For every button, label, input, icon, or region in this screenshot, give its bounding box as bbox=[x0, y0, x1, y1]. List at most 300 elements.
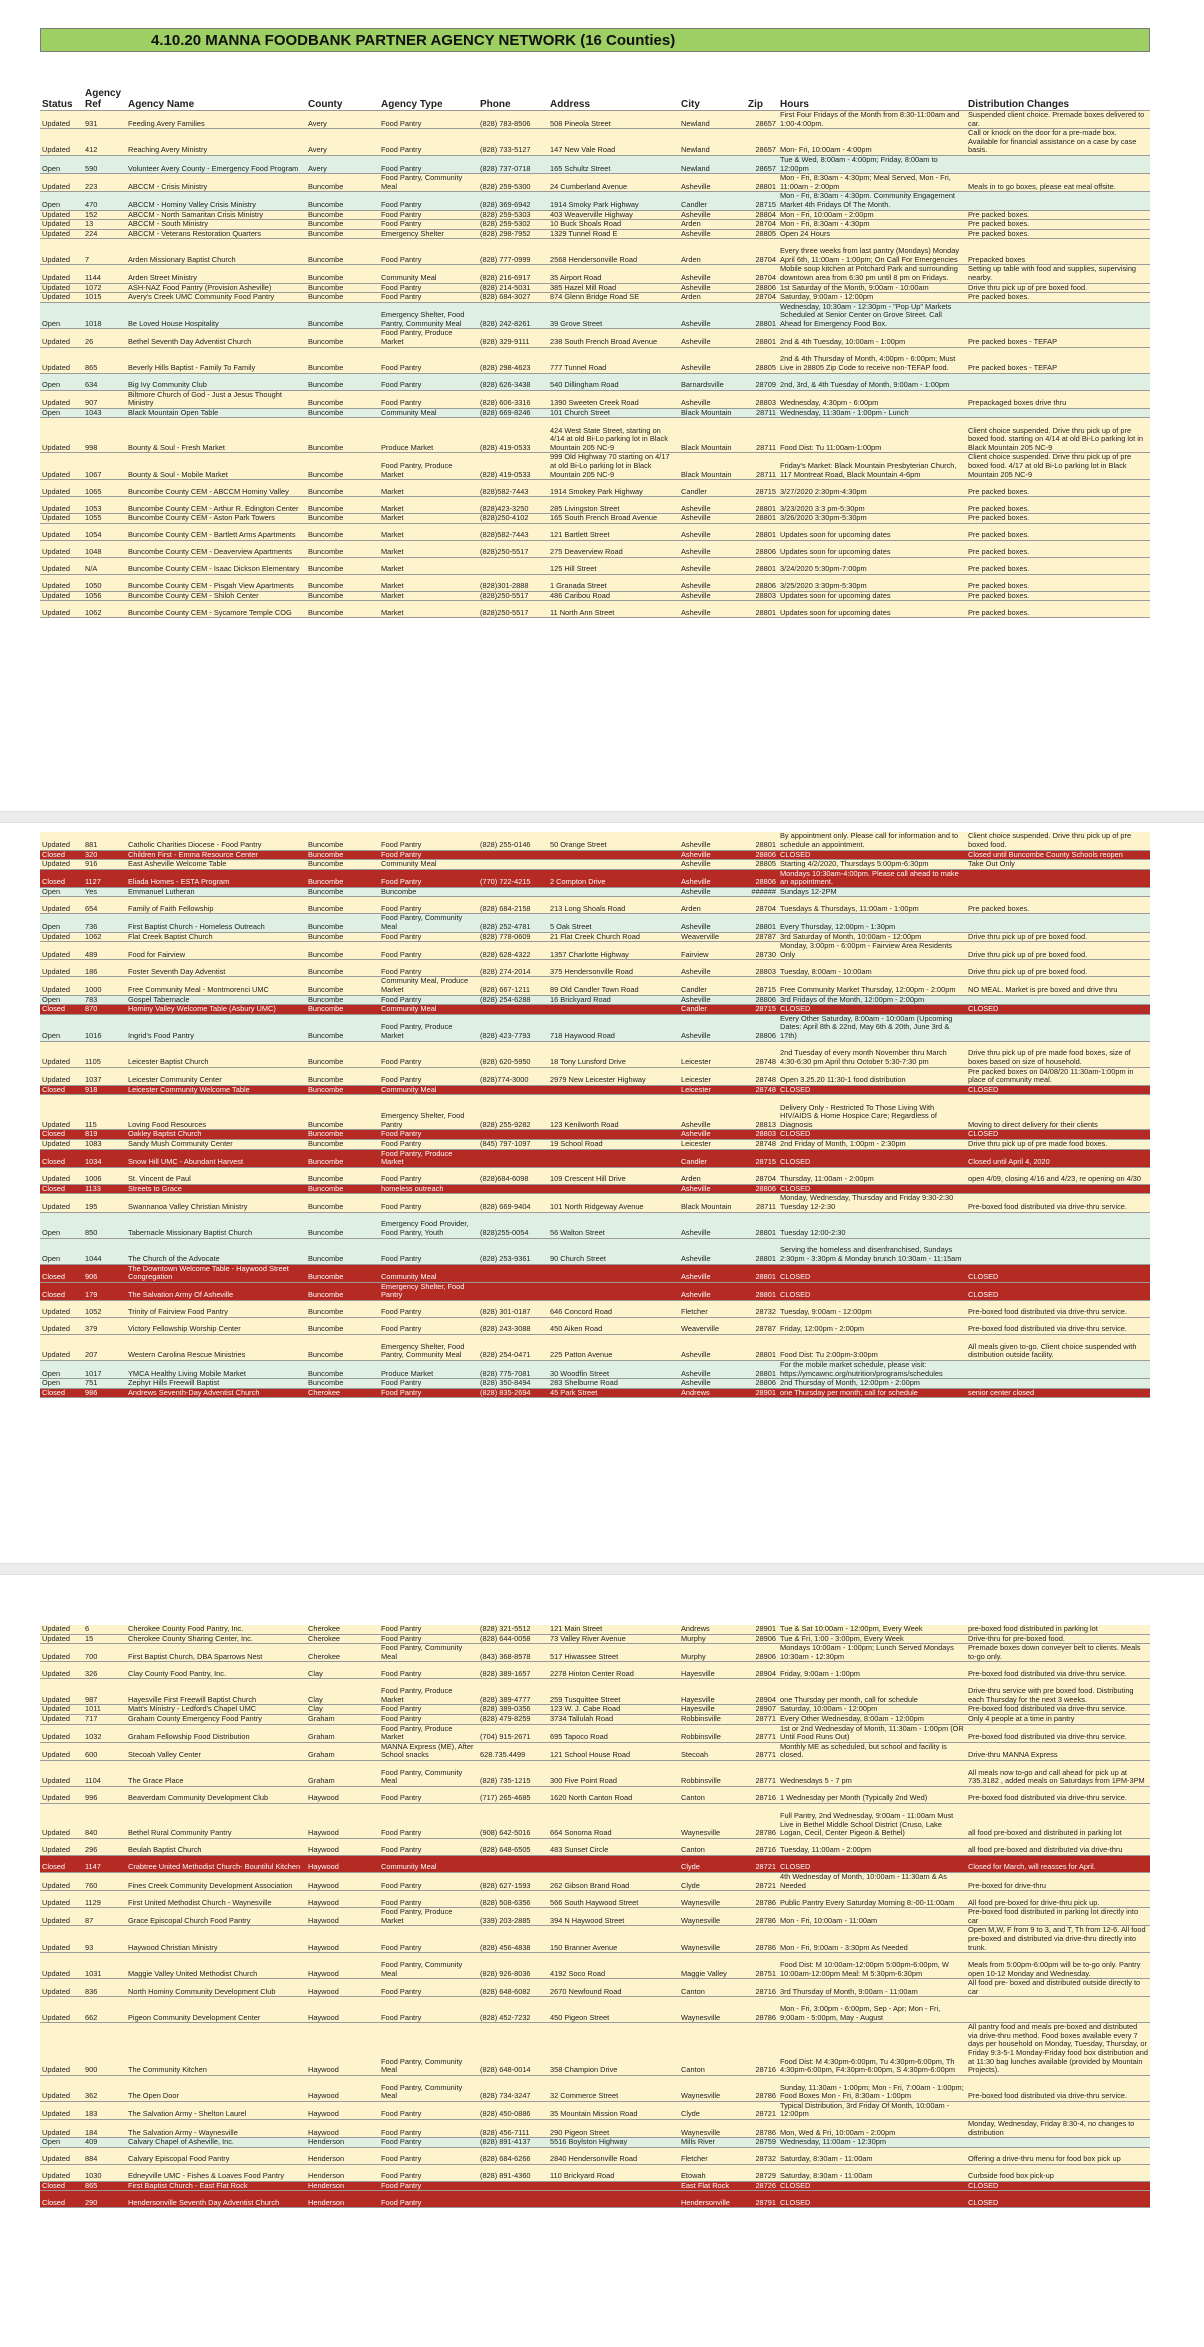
zip-cell: 28657 bbox=[746, 155, 778, 173]
county-cell: Buncombe bbox=[306, 960, 379, 977]
agency-type-cell: Food Pantry, Produce Market bbox=[379, 329, 478, 347]
status-cell: Updated bbox=[40, 480, 83, 497]
distribution-changes-cell: Drive-thru for pre-boxed food. bbox=[966, 1634, 1150, 1644]
agency-type-cell: Food Pantry bbox=[379, 1714, 478, 1724]
status-cell: Updated bbox=[40, 2075, 83, 2101]
zip-cell: 28806 bbox=[746, 1184, 778, 1194]
agency-type-cell: Community Meal bbox=[379, 265, 478, 283]
hours-cell: Typical Distribution, 3rd Friday Of Month, 10:00am - 12:00pm bbox=[778, 2101, 966, 2119]
zip-cell: 28711 bbox=[746, 1194, 778, 1212]
agency-type-cell: Food Pantry bbox=[379, 2101, 478, 2119]
zip-cell: 28704 bbox=[746, 1167, 778, 1184]
table-row bbox=[40, 514, 1150, 524]
address-cell: 2568 Hendersonville Road bbox=[548, 239, 679, 265]
table-row bbox=[40, 239, 1150, 265]
county-cell: Buncombe bbox=[306, 1095, 379, 1130]
county-cell: Buncombe bbox=[306, 1379, 379, 1389]
hours-cell: Every Other Saturday, 8:00am - 10:00am (Upcoming Dates: April 8th & 22nd, May 6th & 20th, June 3rd & 17th) bbox=[778, 1014, 966, 1041]
city-cell: Murphy bbox=[679, 1634, 746, 1644]
county-cell: Clay bbox=[306, 1705, 379, 1715]
status-cell: Updated bbox=[40, 220, 83, 230]
agency-ref-cell: 1030 bbox=[83, 2164, 126, 2181]
column-header: City bbox=[679, 52, 746, 111]
agency-type-cell: Emergency Shelter, Food Pantry, Community Meal bbox=[379, 1334, 478, 1360]
agency-type-cell: Food Pantry bbox=[379, 1997, 478, 2023]
distribution-changes-cell: Client choice suspended. Drive thru pick up of pre boxed food. 4/17 at old Bi-Lo parking lot in Black Mountain 205 NC-9 bbox=[966, 453, 1150, 480]
agency-type-cell: Food Pantry, Community Meal bbox=[379, 174, 478, 192]
table-body bbox=[40, 832, 1150, 1398]
distribution-changes-cell bbox=[966, 1379, 1150, 1389]
county-cell: Haywood bbox=[306, 1855, 379, 1872]
city-cell: Leicester bbox=[679, 1085, 746, 1095]
table-row bbox=[40, 1184, 1150, 1194]
city-cell: Asheville bbox=[679, 1212, 746, 1238]
city-cell: Fletcher bbox=[679, 2147, 746, 2164]
phone-cell: (828)250-5517 bbox=[478, 591, 548, 601]
hours-cell: CLOSED bbox=[778, 2181, 966, 2191]
agency-type-cell: Food Pantry bbox=[379, 1634, 478, 1644]
phone-cell: (843) 368-8578 bbox=[478, 1644, 548, 1662]
table-row bbox=[40, 2191, 1150, 2208]
hours-cell: Mobile soup kitchen at Pritchard Park and surrounding downtown area from 6:30 pm until 8 pm on Fridays. bbox=[778, 265, 966, 283]
column-header: Zip bbox=[746, 52, 778, 111]
status-cell: Closed bbox=[40, 1085, 83, 1095]
status-cell: Closed bbox=[40, 1005, 83, 1015]
phone-cell bbox=[478, 1184, 548, 1194]
agency-type-cell: Food Pantry bbox=[379, 220, 478, 230]
hours-cell: Sundays 12-2PM bbox=[778, 887, 966, 897]
phone-cell bbox=[478, 887, 548, 897]
status-cell: Updated bbox=[40, 860, 83, 870]
agency-type-cell: Food Pantry, Community Meal bbox=[379, 1953, 478, 1979]
city-cell: Asheville bbox=[679, 914, 746, 932]
address-cell: 110 Brickyard Road bbox=[548, 2164, 679, 2181]
address-cell: 450 Pigeon Street bbox=[548, 1997, 679, 2023]
city-cell: Canton bbox=[679, 1838, 746, 1855]
zip-cell: 28715 bbox=[746, 1005, 778, 1015]
zip-cell: 28748 bbox=[746, 1067, 778, 1085]
table-row bbox=[40, 960, 1150, 977]
phone-cell: (828) 350-8494 bbox=[478, 1379, 548, 1389]
phone-cell: (828) 321-5512 bbox=[478, 1625, 548, 1634]
address-cell: 4192 Soco Road bbox=[548, 1953, 679, 1979]
county-cell: Buncombe bbox=[306, 1014, 379, 1041]
status-cell: Updated bbox=[40, 1679, 83, 1705]
distribution-changes-cell: Closed for March, will reasses for April. bbox=[966, 1855, 1150, 1872]
agency-ref-cell: 884 bbox=[83, 2147, 126, 2164]
city-cell: Candler bbox=[679, 480, 746, 497]
status-cell: Closed bbox=[40, 2191, 83, 2208]
hours-cell: 3/26/2020 3:30pm-5:30pm bbox=[778, 514, 966, 524]
agency-name-cell: ABCCM - Hominy Valley Crisis Ministry bbox=[126, 192, 306, 210]
city-cell: Asheville bbox=[679, 347, 746, 373]
agency-name-cell: Western Carolina Rescue Ministries bbox=[126, 1334, 306, 1360]
status-cell: Updated bbox=[40, 1662, 83, 1679]
agency-type-cell: Food Pantry bbox=[379, 2120, 478, 2138]
zip-cell: 28716 bbox=[746, 1979, 778, 1997]
table-row bbox=[40, 1067, 1150, 1085]
distribution-changes-cell: NO MEAL. Market is pre boxed and drive thru bbox=[966, 977, 1150, 995]
phone-cell: (828)250-5517 bbox=[478, 540, 548, 557]
agency-name-cell: Leicester Community Welcome Table bbox=[126, 1085, 306, 1095]
status-cell: Updated bbox=[40, 1334, 83, 1360]
agency-type-cell: Food Pantry bbox=[379, 1317, 478, 1334]
agency-ref-cell: 379 bbox=[83, 1317, 126, 1334]
county-cell: Buncombe bbox=[306, 220, 379, 230]
agency-ref-cell: 760 bbox=[83, 1872, 126, 1890]
city-cell: Hendersonville bbox=[679, 2191, 746, 2208]
phone-cell: (828)255-0054 bbox=[478, 1212, 548, 1238]
agency-ref-cell: 736 bbox=[83, 914, 126, 932]
zip-cell: 28771 bbox=[746, 1714, 778, 1724]
status-cell: Updated bbox=[40, 265, 83, 283]
address-cell: 1357 Charlotte Highway bbox=[548, 942, 679, 960]
distribution-changes-cell bbox=[966, 887, 1150, 897]
distribution-changes-cell bbox=[966, 1997, 1150, 2023]
hours-cell: First Four Fridays of the Month from 8:30-11:00am and 1:00-4:00pm. bbox=[778, 111, 966, 129]
agency-type-cell: Community Meal, Produce Market bbox=[379, 977, 478, 995]
hours-cell: 3rd Saturday of Month, 10:00am - 12:00pm bbox=[778, 932, 966, 942]
city-cell: Andrews bbox=[679, 1388, 746, 1398]
agency-name-cell: Stecoah Valley Center bbox=[126, 1742, 306, 1760]
address-cell: 275 Deaverview Road bbox=[548, 540, 679, 557]
city-cell: Asheville bbox=[679, 1264, 746, 1282]
agency-type-cell: Food Pantry bbox=[379, 1238, 478, 1264]
county-cell: Buncombe bbox=[306, 914, 379, 932]
status-cell: Open bbox=[40, 887, 83, 897]
agency-type-cell: Market bbox=[379, 523, 478, 540]
status-cell: Updated bbox=[40, 1891, 83, 1908]
hours-cell: Monthly ME as scheduled, but school and facility is closed. bbox=[778, 1742, 966, 1760]
zip-cell: 28771 bbox=[746, 1760, 778, 1786]
status-cell: Updated bbox=[40, 1803, 83, 1838]
county-cell: Graham bbox=[306, 1760, 379, 1786]
hours-cell: CLOSED bbox=[778, 1085, 966, 1095]
status-cell: Closed bbox=[40, 1149, 83, 1167]
county-cell: Haywood bbox=[306, 1838, 379, 1855]
hours-cell: Wednesday, 11:30am - 1:00pm - Lunch bbox=[778, 408, 966, 418]
agency-ref-cell: 320 bbox=[83, 850, 126, 860]
agency-name-cell: First Baptist Church - East Flat Rock bbox=[126, 2181, 306, 2191]
hours-cell: CLOSED bbox=[778, 1149, 966, 1167]
city-cell: Black Mountain bbox=[679, 453, 746, 480]
agency-type-cell: Food Pantry bbox=[379, 2138, 478, 2148]
zip-cell: 28715 bbox=[746, 480, 778, 497]
agency-ref-cell: 93 bbox=[83, 1926, 126, 1953]
zip-cell: 28801 bbox=[746, 1282, 778, 1300]
agency-name-cell: Clay County Food Pantry, Inc. bbox=[126, 1662, 306, 1679]
zip-cell: 28901 bbox=[746, 1625, 778, 1634]
address-cell: 385 Hazel Mill Road bbox=[548, 283, 679, 293]
phone-cell: (908) 642-5016 bbox=[478, 1803, 548, 1838]
zip-cell: 28791 bbox=[746, 2191, 778, 2208]
city-cell: Waynesville bbox=[679, 1997, 746, 2023]
table-row bbox=[40, 1742, 1150, 1760]
city-cell: Hayesville bbox=[679, 1662, 746, 1679]
table-row bbox=[40, 574, 1150, 591]
county-cell: Buncombe bbox=[306, 860, 379, 870]
agency-type-cell: Food Pantry, Community Meal bbox=[379, 1760, 478, 1786]
zip-cell: 28801 bbox=[746, 174, 778, 192]
agency-name-cell: The Community Kitchen bbox=[126, 2023, 306, 2076]
hours-cell: Updates soon for upcoming dates bbox=[778, 523, 966, 540]
agency-name-cell: Loving Food Resources bbox=[126, 1095, 306, 1130]
table-row bbox=[40, 1644, 1150, 1662]
agency-name-cell: Buncombe County CEM - Pisgah View Apartments bbox=[126, 574, 306, 591]
agency-name-cell: Be Loved House Hospitality bbox=[126, 302, 306, 329]
table-row bbox=[40, 283, 1150, 293]
county-cell: Buncombe bbox=[306, 942, 379, 960]
status-cell: Updated bbox=[40, 1953, 83, 1979]
agency-type-cell: Food Pantry bbox=[379, 129, 478, 156]
county-cell: Buncombe bbox=[306, 229, 379, 239]
county-cell: Graham bbox=[306, 1724, 379, 1742]
distribution-changes-cell: CLOSED bbox=[966, 1085, 1150, 1095]
agency-name-cell: Bounty & Soul - Mobile Market bbox=[126, 453, 306, 480]
phone-cell: (828) 255-9282 bbox=[478, 1095, 548, 1130]
agency-type-cell: Food Pantry bbox=[379, 2181, 478, 2191]
agency-type-cell: Community Meal bbox=[379, 1264, 478, 1282]
city-cell: Fletcher bbox=[679, 1300, 746, 1317]
distribution-changes-cell: Drive thru pick up of pre made food boxes. bbox=[966, 1139, 1150, 1149]
agency-ref-cell: 290 bbox=[83, 2191, 126, 2208]
agency-name-cell: Avery's Creek UMC Community Food Pantry bbox=[126, 293, 306, 303]
city-cell: Asheville bbox=[679, 210, 746, 220]
distribution-changes-cell: Pre packed boxes. bbox=[966, 574, 1150, 591]
agency-name-cell: ABCCM - Veterans Restoration Quarters bbox=[126, 229, 306, 239]
table-row bbox=[40, 1139, 1150, 1149]
agency-name-cell: Andrews Seventh-Day Adventist Church bbox=[126, 1388, 306, 1398]
county-cell: Haywood bbox=[306, 1979, 379, 1997]
table-row bbox=[40, 1095, 1150, 1130]
city-cell: Newland bbox=[679, 111, 746, 129]
zip-cell: 28806 bbox=[746, 869, 778, 887]
table-row bbox=[40, 1926, 1150, 1953]
agency-type-cell: Market bbox=[379, 557, 478, 574]
table-row bbox=[40, 2023, 1150, 2076]
phone-cell: (845) 797-1097 bbox=[478, 1139, 548, 1149]
address-cell: 213 Long Shoals Road bbox=[548, 897, 679, 914]
agency-name-cell: Trinity of Fairview Food Pantry bbox=[126, 1300, 306, 1317]
agency-ref-cell: 6 bbox=[83, 1625, 126, 1634]
agency-ref-cell: 1048 bbox=[83, 540, 126, 557]
hours-cell: By appointment only. Please call for information and to schedule an appointment. bbox=[778, 832, 966, 850]
table-row bbox=[40, 1238, 1150, 1264]
status-cell: Updated bbox=[40, 2101, 83, 2119]
agency-type-cell: Food Pantry bbox=[379, 210, 478, 220]
agency-ref-cell: 931 bbox=[83, 111, 126, 129]
agency-name-cell: Tabernacle Missionary Baptist Church bbox=[126, 1212, 306, 1238]
zip-cell: 28806 bbox=[746, 995, 778, 1005]
agency-ref-cell: 1147 bbox=[83, 1855, 126, 1872]
agency-type-cell: Food Pantry bbox=[379, 390, 478, 408]
county-cell: Haywood bbox=[306, 1891, 379, 1908]
zip-cell: 28803 bbox=[746, 960, 778, 977]
agency-type-cell: Food Pantry, Community Meal bbox=[379, 2075, 478, 2101]
phone-cell: (828) 254-0471 bbox=[478, 1334, 548, 1360]
status-cell: Updated bbox=[40, 497, 83, 514]
agency-type-cell: Food Pantry bbox=[379, 111, 478, 129]
agency-name-cell: Bethel Seventh Day Adventist Church bbox=[126, 329, 306, 347]
agency-name-cell: Pigeon Community Development Center bbox=[126, 1997, 306, 2023]
status-cell: Open bbox=[40, 155, 83, 173]
distribution-changes-cell: CLOSED bbox=[966, 1282, 1150, 1300]
agency-ref-cell: 152 bbox=[83, 210, 126, 220]
phone-cell: (828) 419-0533 bbox=[478, 418, 548, 453]
hours-cell: Full Pantry, 2nd Wednesday, 9:00am - 11:00am Must Live in Bethel Middle School District (Cruso, Lake Logan, Cecil, Center Pigeon & Bethel) bbox=[778, 1803, 966, 1838]
hours-cell: Wednesday, 4:30pm - 6:00pm bbox=[778, 390, 966, 408]
status-cell: Open bbox=[40, 302, 83, 329]
hours-cell: Food Dist: Tu 11:00am-1:00pm bbox=[778, 418, 966, 453]
zip-cell: 28801 bbox=[746, 1360, 778, 1378]
hours-cell: Thursday, 11:00am - 2:00pm bbox=[778, 1167, 966, 1184]
county-cell: Buncombe bbox=[306, 897, 379, 914]
status-cell: Updated bbox=[40, 2023, 83, 2076]
phone-cell bbox=[478, 850, 548, 860]
zip-cell: 28801 bbox=[746, 1238, 778, 1264]
distribution-changes-cell bbox=[966, 914, 1150, 932]
agency-name-cell: Ingrid's Food Pantry bbox=[126, 1014, 306, 1041]
distribution-changes-cell bbox=[966, 1212, 1150, 1238]
distribution-changes-cell: Pre-boxed food distributed via drive-thru service. bbox=[966, 1317, 1150, 1334]
hours-cell: CLOSED bbox=[778, 850, 966, 860]
zip-cell: 28806 bbox=[746, 283, 778, 293]
distribution-changes-cell: Drive-thru MANNA Express bbox=[966, 1742, 1150, 1760]
zip-cell: 28704 bbox=[746, 897, 778, 914]
city-cell: Black Mountain bbox=[679, 1194, 746, 1212]
agency-ref-cell: 986 bbox=[83, 1388, 126, 1398]
agency-ref-cell: 1032 bbox=[83, 1724, 126, 1742]
address-cell: 999 Old Highway 70 starting on 4/17 at old Bi-Lo parking lot in Black Mountain 205 NC-9 bbox=[548, 453, 679, 480]
table-row bbox=[40, 897, 1150, 914]
distribution-changes-cell bbox=[966, 1360, 1150, 1378]
city-cell: Asheville bbox=[679, 1379, 746, 1389]
hours-cell: 3/23/2020 3:3 pm-5:30pm bbox=[778, 497, 966, 514]
phone-cell: (828) 214-5031 bbox=[478, 283, 548, 293]
address-cell: 35 Mountain Mission Road bbox=[548, 2101, 679, 2119]
agency-ref-cell: 1015 bbox=[83, 293, 126, 303]
city-cell: Waynesville bbox=[679, 1803, 746, 1838]
county-cell: Buncombe bbox=[306, 192, 379, 210]
table-row bbox=[40, 1953, 1150, 1979]
status-cell: Updated bbox=[40, 523, 83, 540]
county-cell: Cherokee bbox=[306, 1388, 379, 1398]
table-row bbox=[40, 1085, 1150, 1095]
page-break bbox=[0, 1563, 1204, 1575]
hours-cell: CLOSED bbox=[778, 1184, 966, 1194]
phone-cell: (828) 669-9404 bbox=[478, 1194, 548, 1212]
agency-name-cell: Leicester Community Center bbox=[126, 1067, 306, 1085]
agency-name-cell: Beulah Baptist Church bbox=[126, 1838, 306, 1855]
county-cell: Buncombe bbox=[306, 1085, 379, 1095]
agency-type-cell: Food Pantry bbox=[379, 373, 478, 390]
agency-name-cell: Beverly Hills Baptist - Family To Family bbox=[126, 347, 306, 373]
address-cell: 19 School Road bbox=[548, 1139, 679, 1149]
agency-table bbox=[40, 1625, 1150, 2208]
address-cell: 777 Tunnel Road bbox=[548, 347, 679, 373]
phone-cell: 628.735.4499 bbox=[478, 1742, 548, 1760]
hours-cell: Tue & Sat 10:00am - 12:00pm, Every Week bbox=[778, 1625, 966, 1634]
status-cell: Updated bbox=[40, 2120, 83, 2138]
address-cell bbox=[548, 2181, 679, 2191]
agency-name-cell: Bounty & Soul - Fresh Market bbox=[126, 418, 306, 453]
table-row bbox=[40, 1264, 1150, 1282]
hours-cell: 2nd & 4th Tuesday, 10:00am - 1:00pm bbox=[778, 329, 966, 347]
table-row bbox=[40, 914, 1150, 932]
agency-name-cell: Streets to Grace bbox=[126, 1184, 306, 1194]
column-header: Phone bbox=[478, 52, 548, 111]
agency-name-cell: Free Community Meal - Montmorenci UMC bbox=[126, 977, 306, 995]
table-row bbox=[40, 1803, 1150, 1838]
zip-cell: 28771 bbox=[746, 1742, 778, 1760]
city-cell: Canton bbox=[679, 1979, 746, 1997]
column-header: Distribution Changes bbox=[966, 52, 1150, 111]
distribution-changes-cell: Pre-boxed food distributed via drive-thru service. bbox=[966, 1724, 1150, 1742]
distribution-changes-cell: Pre packed boxes - TEFAP bbox=[966, 347, 1150, 373]
county-cell: Buncombe bbox=[306, 347, 379, 373]
status-cell: Updated bbox=[40, 514, 83, 524]
agency-name-cell: Eliada Homes - ESTA Program bbox=[126, 869, 306, 887]
phone-cell: (828) 389-0356 bbox=[478, 1705, 548, 1715]
table-row bbox=[40, 1979, 1150, 1997]
city-cell: Asheville bbox=[679, 540, 746, 557]
phone-cell: (828) 627-1593 bbox=[478, 1872, 548, 1890]
status-cell: Updated bbox=[40, 932, 83, 942]
status-cell: Open bbox=[40, 914, 83, 932]
agency-name-cell: Foster Seventh Day Adventist bbox=[126, 960, 306, 977]
agency-type-cell: Market bbox=[379, 480, 478, 497]
county-cell: Clay bbox=[306, 1679, 379, 1705]
city-cell: Asheville bbox=[679, 574, 746, 591]
county-cell: Buncombe bbox=[306, 1212, 379, 1238]
address-cell: 101 Church Street bbox=[548, 408, 679, 418]
column-header: Status bbox=[40, 52, 83, 111]
zip-cell: 28704 bbox=[746, 293, 778, 303]
agency-ref-cell: 1067 bbox=[83, 453, 126, 480]
address-cell: 646 Concord Road bbox=[548, 1300, 679, 1317]
distribution-changes-cell: Pre packed boxes. bbox=[966, 480, 1150, 497]
hours-cell: 2nd Tuesday of every month November thru March 4:30-6:30 pm April thru October 5:30-7:30 pm bbox=[778, 1041, 966, 1067]
zip-cell: 28704 bbox=[746, 265, 778, 283]
city-cell: Asheville bbox=[679, 174, 746, 192]
hours-cell: Updates soon for upcoming dates bbox=[778, 601, 966, 618]
hours-cell: 2nd Thursday of Month, 12:00pm - 2:00pm bbox=[778, 1379, 966, 1389]
zip-cell: 28657 bbox=[746, 129, 778, 156]
agency-type-cell: Emergency Shelter bbox=[379, 229, 478, 239]
address-cell: 35 Airport Road bbox=[548, 265, 679, 283]
table-row bbox=[40, 942, 1150, 960]
hours-cell: Public Pantry Every Saturday Morning 8:-00-11:00am bbox=[778, 1891, 966, 1908]
county-cell: Henderson bbox=[306, 2138, 379, 2148]
phone-cell bbox=[478, 860, 548, 870]
address-cell: 90 Church Street bbox=[548, 1238, 679, 1264]
status-cell: Updated bbox=[40, 601, 83, 618]
zip-cell: 28786 bbox=[746, 1926, 778, 1953]
agency-type-cell: Food Pantry bbox=[379, 832, 478, 850]
hours-cell: 3rd Thursday of Month, 9:00am - 11:00am bbox=[778, 1979, 966, 1997]
distribution-changes-cell: Pre packed boxes. bbox=[966, 540, 1150, 557]
table-row bbox=[40, 192, 1150, 210]
table-row bbox=[40, 1194, 1150, 1212]
county-cell: Buncombe bbox=[306, 591, 379, 601]
agency-ref-cell: 1055 bbox=[83, 514, 126, 524]
hours-cell: Food Dist: M 10:00am-12:00pm 5:00pm-6:00pm, W 10:00am-12:00pm Meal: M 5:30pm-6:30pm bbox=[778, 1953, 966, 1979]
agency-type-cell: Food Pantry, Community Meal bbox=[379, 914, 478, 932]
zip-cell: 28906 bbox=[746, 1644, 778, 1662]
county-cell: Buncombe bbox=[306, 574, 379, 591]
status-cell: Updated bbox=[40, 1908, 83, 1926]
phone-cell: (828) 648-0014 bbox=[478, 2023, 548, 2076]
